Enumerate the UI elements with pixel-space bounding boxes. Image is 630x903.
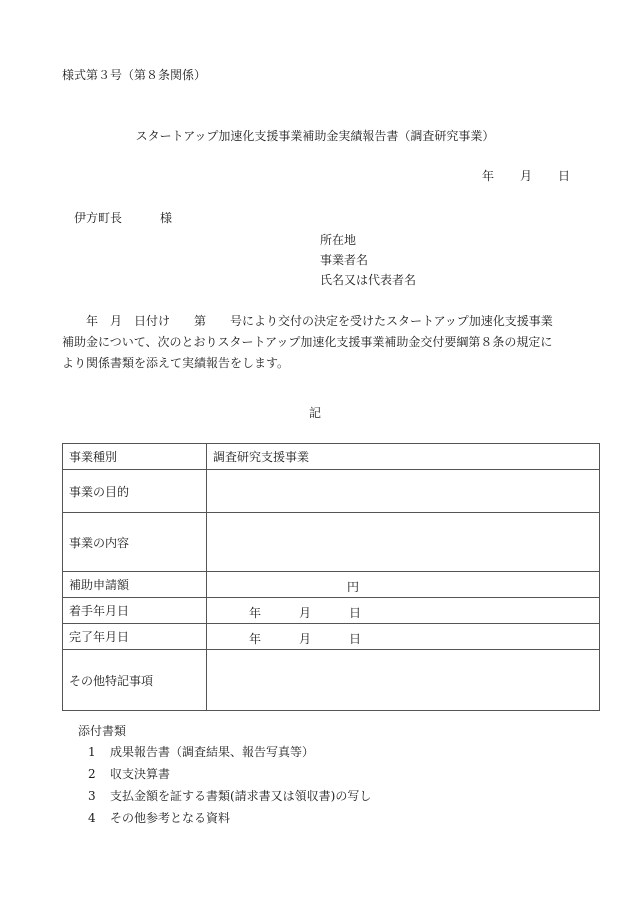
attachment-text: 成果報告書（調査結果、報告写真等） <box>110 745 315 759</box>
purpose-value[interactable] <box>207 470 600 513</box>
table-row <box>63 624 600 650</box>
row-label: 完了年月日 <box>63 624 207 650</box>
year-unit: 年 <box>249 632 262 646</box>
attachment-number: 3 <box>88 789 96 803</box>
yen-unit: 円 <box>347 580 360 594</box>
month-unit: 月 <box>299 632 312 646</box>
attachment-number: 2 <box>88 767 96 781</box>
notes-value[interactable] <box>207 650 600 711</box>
applicant-business-label: 事業者名 <box>320 253 369 267</box>
report-date <box>482 167 570 184</box>
date-day-label: 日 <box>558 169 571 183</box>
record-table <box>62 443 600 711</box>
row-label: 事業の目的 <box>63 470 207 513</box>
attachment-text: 支払金額を証する書類(請求書又は領収書)の写し <box>110 789 372 803</box>
attachment-item <box>88 765 170 782</box>
applicant-location-label: 所在地 <box>320 233 357 247</box>
ki-heading: 記 <box>308 406 321 420</box>
attachment-item <box>88 787 371 804</box>
table-row <box>63 598 600 624</box>
table-row <box>63 650 600 711</box>
end-date-value[interactable] <box>207 624 600 650</box>
start-date-value[interactable] <box>207 598 600 624</box>
body-line-2: 補助金について、次のとおりスタートアップ加速化支援事業補助金交付要綱第８条の規定に <box>62 335 553 349</box>
month-unit: 月 <box>299 606 312 620</box>
body-paragraph <box>62 311 582 374</box>
table-row <box>63 513 600 572</box>
row-label: 着手年月日 <box>63 598 207 624</box>
addressee-name: 伊方町長 <box>74 211 123 225</box>
attachment-text: 収支決算書 <box>110 767 171 781</box>
attachment-text: その他参考となる資料 <box>110 811 231 825</box>
row-label: その他特記事項 <box>63 650 207 711</box>
attachment-item <box>88 743 314 760</box>
attachments-title: 添付書類 <box>78 724 127 738</box>
attachment-number: 4 <box>88 811 96 825</box>
content-value[interactable] <box>207 513 600 572</box>
row-label: 事業種別 <box>63 444 207 470</box>
row-label: 事業の内容 <box>63 513 207 572</box>
addressee <box>74 209 172 226</box>
body-line-3: より関係書類を添えて実績報告をします。 <box>62 356 290 370</box>
day-unit: 日 <box>349 632 362 646</box>
table-row <box>63 444 600 470</box>
year-unit: 年 <box>249 606 262 620</box>
applicant-name-label: 氏名又は代表者名 <box>320 273 417 287</box>
date-month-label: 月 <box>520 169 533 183</box>
day-unit: 日 <box>349 606 362 620</box>
body-line-1: 年 月 日付け 第 号により交付の決定を受けたスタートアップ加速化支援事業 <box>86 314 553 328</box>
attachment-item <box>88 809 230 826</box>
amount-value[interactable] <box>207 572 600 598</box>
row-label: 補助申請額 <box>63 572 207 598</box>
date-year-label: 年 <box>482 169 495 183</box>
table-row <box>63 470 600 513</box>
form-number: 様式第３号（第８条関係） <box>62 68 207 82</box>
addressee-honorific: 様 <box>160 211 173 225</box>
attachment-number: 1 <box>88 745 96 759</box>
business-type-value: 調査研究支援事業 <box>207 444 600 470</box>
table-row <box>63 572 600 598</box>
document-title: スタートアップ加速化支援事業補助金実績報告書（調査研究事業） <box>135 129 495 143</box>
